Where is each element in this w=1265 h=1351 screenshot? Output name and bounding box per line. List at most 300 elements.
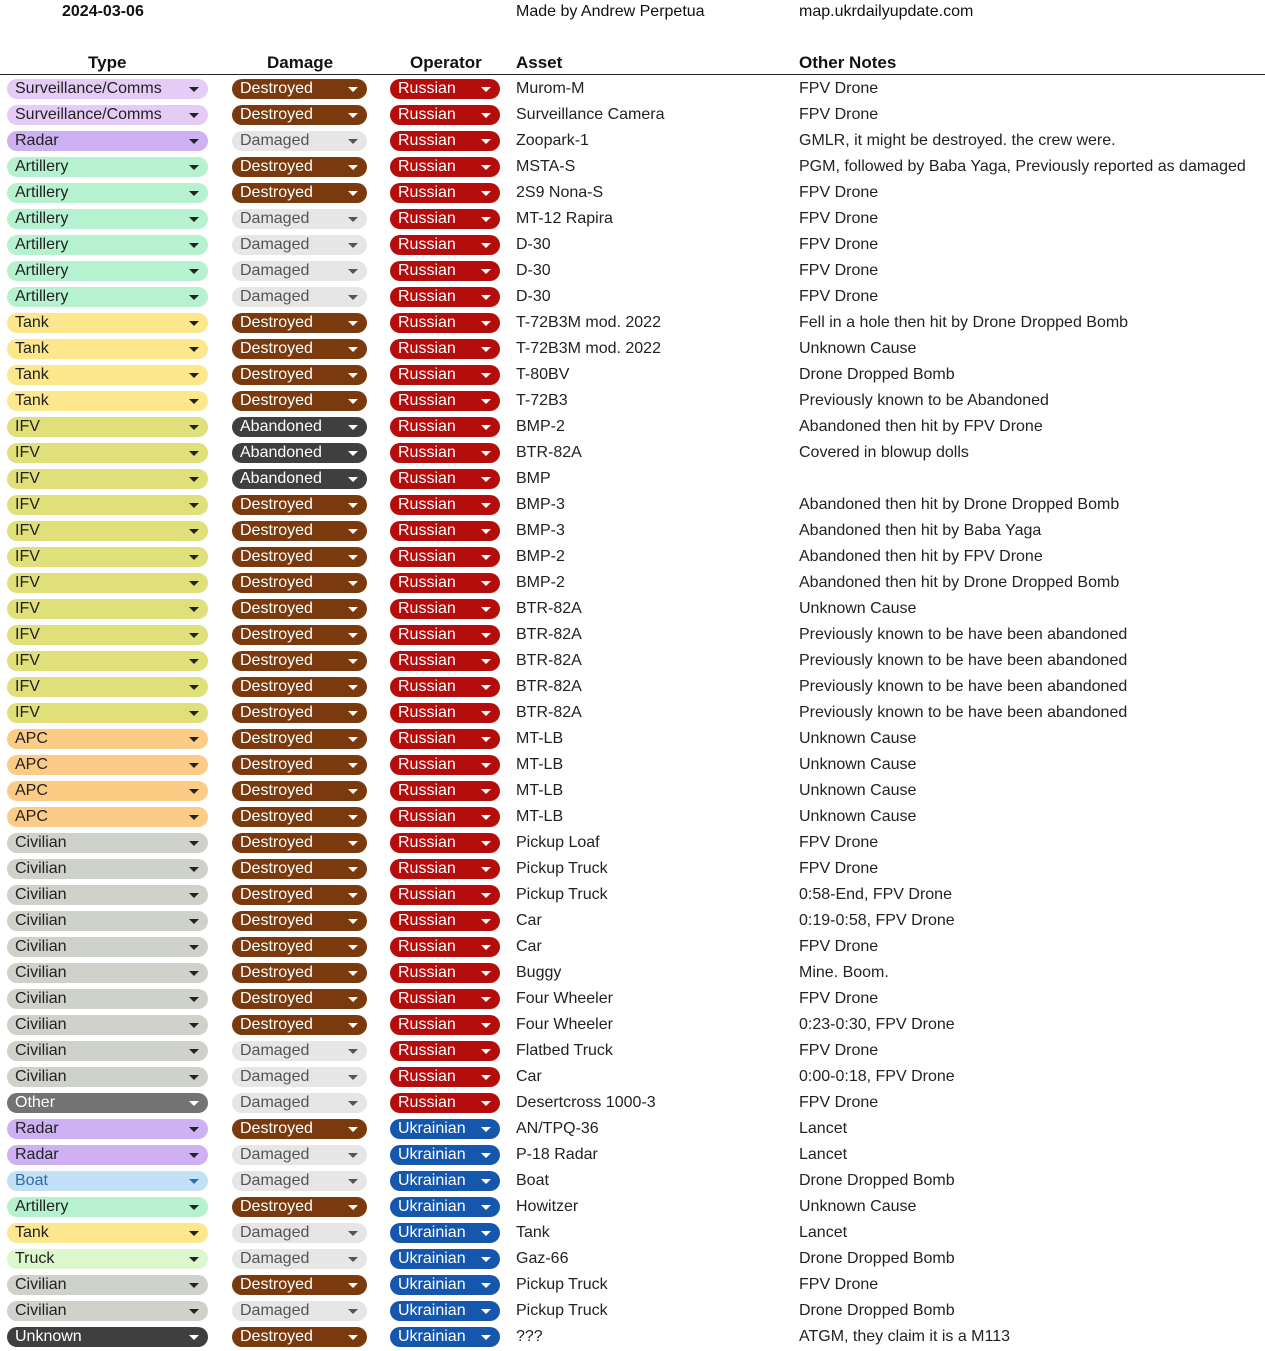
column-header-operator: Operator: [410, 53, 482, 72]
type-dropdown-label: Civilian: [15, 1016, 67, 1033]
damage-dropdown[interactable]: [232, 79, 367, 99]
type-dropdown[interactable]: [7, 443, 208, 463]
operator-dropdown[interactable]: [390, 573, 500, 593]
dropdown-arrow-icon: [348, 139, 358, 144]
dropdown-arrow-icon: [481, 789, 491, 794]
type-dropdown[interactable]: [7, 79, 208, 99]
type-dropdown[interactable]: [7, 1145, 208, 1165]
dropdown-arrow-icon: [481, 1075, 491, 1080]
operator-dropdown[interactable]: [390, 105, 500, 125]
type-dropdown[interactable]: [7, 677, 208, 697]
dropdown-arrow-icon: [481, 243, 491, 248]
operator-dropdown[interactable]: [390, 1301, 500, 1321]
type-dropdown[interactable]: [7, 365, 208, 385]
damage-dropdown[interactable]: [232, 807, 367, 827]
notes-cell: FPV Drone: [799, 990, 879, 1007]
damage-dropdown[interactable]: [232, 599, 367, 619]
type-dropdown-label: IFV: [15, 470, 40, 487]
damage-dropdown[interactable]: [232, 261, 367, 281]
operator-dropdown[interactable]: [390, 1171, 500, 1191]
dropdown-arrow-icon: [348, 1257, 358, 1262]
operator-dropdown[interactable]: [390, 1223, 500, 1243]
dropdown-arrow-icon: [348, 373, 358, 378]
type-dropdown[interactable]: [7, 1249, 208, 1269]
type-dropdown-label: Civilian: [15, 1068, 67, 1085]
operator-dropdown[interactable]: [390, 469, 500, 489]
notes-cell: Fell in a hole then hit by Drone Dropped Bomb: [799, 314, 1129, 331]
type-dropdown[interactable]: [7, 651, 208, 671]
dropdown-arrow-icon: [189, 1023, 199, 1028]
damage-dropdown[interactable]: [232, 781, 367, 801]
asset-cell: MT-LB: [516, 756, 564, 773]
type-dropdown[interactable]: [7, 755, 208, 775]
damage-dropdown[interactable]: [232, 1301, 367, 1321]
dropdown-arrow-icon: [348, 1231, 358, 1236]
operator-dropdown[interactable]: [390, 339, 500, 359]
damage-dropdown[interactable]: [232, 573, 367, 593]
type-dropdown[interactable]: [7, 937, 208, 957]
damage-dropdown[interactable]: [232, 1223, 367, 1243]
operator-dropdown[interactable]: [390, 417, 500, 437]
dropdown-arrow-icon: [481, 893, 491, 898]
damage-dropdown-label: Destroyed: [240, 1198, 313, 1215]
asset-cell: BMP-3: [516, 522, 565, 539]
asset-cell: Boat: [516, 1172, 549, 1189]
damage-dropdown[interactable]: [232, 1249, 367, 1269]
dropdown-arrow-icon: [189, 581, 199, 586]
damage-dropdown[interactable]: [232, 417, 367, 437]
dropdown-arrow-icon: [481, 555, 491, 560]
damage-dropdown[interactable]: [232, 1067, 367, 1087]
type-dropdown-label: IFV: [15, 600, 40, 617]
damage-dropdown[interactable]: [232, 677, 367, 697]
column-header-notes: Other Notes: [799, 53, 897, 72]
type-dropdown-label: Civilian: [15, 860, 67, 877]
operator-dropdown[interactable]: [390, 157, 500, 177]
type-dropdown-label: Tank: [15, 314, 49, 331]
damage-dropdown[interactable]: [232, 651, 367, 671]
damage-dropdown[interactable]: [232, 703, 367, 723]
dropdown-arrow-icon: [481, 1101, 491, 1106]
table-row: [0, 726, 1265, 752]
operator-dropdown[interactable]: [390, 443, 500, 463]
operator-dropdown-label: Russian: [398, 262, 456, 279]
type-dropdown[interactable]: [7, 547, 208, 567]
asset-cell: MT-12 Rapira: [516, 210, 613, 227]
damage-dropdown-label: Destroyed: [240, 652, 313, 669]
operator-dropdown-label: Russian: [398, 704, 456, 721]
damage-dropdown[interactable]: [232, 1327, 367, 1347]
asset-cell: Howitzer: [516, 1198, 579, 1215]
type-dropdown[interactable]: [7, 495, 208, 515]
damage-dropdown[interactable]: [232, 183, 367, 203]
asset-cell: BTR-82A: [516, 444, 582, 461]
type-dropdown[interactable]: [7, 911, 208, 931]
damage-dropdown[interactable]: [232, 1275, 367, 1295]
type-dropdown-label: IFV: [15, 652, 40, 669]
asset-cell: BMP-2: [516, 548, 565, 565]
operator-dropdown-label: Ukrainian: [398, 1146, 466, 1163]
damage-dropdown[interactable]: [232, 521, 367, 541]
type-dropdown[interactable]: [7, 339, 208, 359]
notes-cell: Unknown Cause: [799, 756, 917, 773]
dropdown-arrow-icon: [189, 1153, 199, 1158]
table-row: [0, 752, 1265, 778]
type-dropdown-label: Civilian: [15, 834, 67, 851]
operator-dropdown[interactable]: [390, 1093, 500, 1113]
type-dropdown[interactable]: [7, 599, 208, 619]
dropdown-arrow-icon: [481, 113, 491, 118]
operator-dropdown[interactable]: [390, 287, 500, 307]
damage-dropdown-label: Damaged: [240, 1094, 310, 1111]
dropdown-arrow-icon: [348, 711, 358, 716]
type-dropdown[interactable]: [7, 1119, 208, 1139]
damage-dropdown[interactable]: [232, 547, 367, 567]
operator-dropdown[interactable]: [390, 833, 500, 853]
dropdown-arrow-icon: [189, 165, 199, 170]
notes-cell: Abandoned then hit by FPV Drone: [799, 418, 1043, 435]
operator-dropdown[interactable]: [390, 911, 500, 931]
table-row: [0, 570, 1265, 596]
dropdown-arrow-icon: [481, 165, 491, 170]
damage-dropdown-label: Destroyed: [240, 366, 313, 383]
type-dropdown[interactable]: [7, 287, 208, 307]
notes-cell: FPV Drone: [799, 80, 879, 97]
table-row: [0, 1064, 1265, 1090]
dropdown-arrow-icon: [189, 1075, 199, 1080]
table-row: [0, 154, 1265, 180]
type-dropdown[interactable]: [7, 157, 208, 177]
operator-dropdown-label: Ukrainian: [398, 1198, 466, 1215]
type-dropdown[interactable]: [7, 833, 208, 853]
notes-cell: FPV Drone: [799, 236, 879, 253]
type-dropdown[interactable]: [7, 1015, 208, 1035]
dropdown-arrow-icon: [189, 451, 199, 456]
dropdown-arrow-icon: [481, 1335, 491, 1340]
dropdown-arrow-icon: [189, 737, 199, 742]
damage-dropdown-label: Destroyed: [240, 808, 313, 825]
type-dropdown[interactable]: [7, 469, 208, 489]
notes-cell: Lancet: [799, 1146, 848, 1163]
dropdown-arrow-icon: [348, 347, 358, 352]
operator-dropdown-label: Russian: [398, 496, 456, 513]
operator-dropdown[interactable]: [390, 1067, 500, 1087]
table-row: [0, 76, 1265, 102]
damage-dropdown[interactable]: [232, 1041, 367, 1061]
type-dropdown[interactable]: [7, 963, 208, 983]
operator-dropdown[interactable]: [390, 391, 500, 411]
dropdown-arrow-icon: [481, 87, 491, 92]
dropdown-arrow-icon: [481, 841, 491, 846]
operator-dropdown-label: Russian: [398, 106, 456, 123]
operator-dropdown[interactable]: [390, 1119, 500, 1139]
damage-dropdown[interactable]: [232, 1171, 367, 1191]
operator-dropdown[interactable]: [390, 235, 500, 255]
type-dropdown[interactable]: [7, 729, 208, 749]
dropdown-arrow-icon: [189, 1231, 199, 1236]
type-dropdown[interactable]: [7, 703, 208, 723]
type-dropdown-label: Civilian: [15, 1276, 67, 1293]
dropdown-arrow-icon: [189, 1049, 199, 1054]
damage-dropdown-label: Destroyed: [240, 964, 313, 981]
dropdown-arrow-icon: [481, 191, 491, 196]
damage-dropdown[interactable]: [232, 989, 367, 1009]
damage-dropdown[interactable]: [232, 1145, 367, 1165]
table-row: [0, 934, 1265, 960]
damage-dropdown[interactable]: [232, 1197, 367, 1217]
damage-dropdown[interactable]: [232, 1119, 367, 1139]
dropdown-arrow-icon: [481, 971, 491, 976]
dropdown-arrow-icon: [189, 893, 199, 898]
type-dropdown[interactable]: [7, 573, 208, 593]
damage-dropdown-label: Destroyed: [240, 834, 313, 851]
type-dropdown-label: IFV: [15, 444, 40, 461]
operator-dropdown-label: Russian: [398, 626, 456, 643]
damage-dropdown[interactable]: [232, 287, 367, 307]
damage-dropdown[interactable]: [232, 105, 367, 125]
operator-dropdown-label: Russian: [398, 782, 456, 799]
type-dropdown[interactable]: [7, 1171, 208, 1191]
notes-cell: FPV Drone: [799, 834, 879, 851]
header-divider: [0, 74, 1265, 75]
type-dropdown[interactable]: [7, 261, 208, 281]
operator-dropdown[interactable]: [390, 859, 500, 879]
damage-dropdown[interactable]: [232, 1015, 367, 1035]
type-dropdown[interactable]: [7, 1197, 208, 1217]
dropdown-arrow-icon: [348, 399, 358, 404]
operator-dropdown-label: Russian: [398, 600, 456, 617]
type-dropdown[interactable]: [7, 989, 208, 1009]
table-row: [0, 908, 1265, 934]
type-dropdown[interactable]: [7, 521, 208, 541]
operator-dropdown-label: Russian: [398, 756, 456, 773]
operator-dropdown[interactable]: [390, 807, 500, 827]
damage-dropdown[interactable]: [232, 443, 367, 463]
operator-dropdown[interactable]: [390, 755, 500, 775]
table-row: [0, 414, 1265, 440]
notes-cell: FPV Drone: [799, 860, 879, 877]
type-dropdown[interactable]: [7, 1093, 208, 1113]
notes-cell: Unknown Cause: [799, 808, 917, 825]
damage-dropdown-label: Destroyed: [240, 678, 313, 695]
damage-dropdown[interactable]: [232, 885, 367, 905]
type-dropdown-label: Surveillance/Comms: [15, 106, 162, 123]
type-dropdown[interactable]: [7, 1223, 208, 1243]
operator-dropdown[interactable]: [390, 1249, 500, 1269]
dropdown-arrow-icon: [189, 217, 199, 222]
notes-cell: Abandoned then hit by FPV Drone: [799, 548, 1043, 565]
asset-cell: BTR-82A: [516, 678, 582, 695]
type-dropdown[interactable]: [7, 625, 208, 645]
table-row: [0, 518, 1265, 544]
asset-cell: MT-LB: [516, 782, 564, 799]
damage-dropdown[interactable]: [232, 209, 367, 229]
notes-cell: Lancet: [799, 1224, 848, 1241]
damage-dropdown[interactable]: [232, 833, 367, 853]
dropdown-arrow-icon: [348, 633, 358, 638]
operator-dropdown[interactable]: [390, 703, 500, 723]
damage-dropdown[interactable]: [232, 365, 367, 385]
operator-dropdown-label: Ukrainian: [398, 1302, 466, 1319]
asset-cell: Car: [516, 938, 542, 955]
damage-dropdown[interactable]: [232, 157, 367, 177]
operator-dropdown[interactable]: [390, 1275, 500, 1295]
dropdown-arrow-icon: [481, 659, 491, 664]
type-dropdown[interactable]: [7, 105, 208, 125]
type-dropdown[interactable]: [7, 131, 208, 151]
asset-cell: BMP-2: [516, 574, 565, 591]
operator-dropdown[interactable]: [390, 625, 500, 645]
table-row: [0, 674, 1265, 700]
damage-dropdown[interactable]: [232, 339, 367, 359]
operator-dropdown[interactable]: [390, 131, 500, 151]
damage-dropdown[interactable]: [232, 625, 367, 645]
operator-dropdown[interactable]: [390, 677, 500, 697]
operator-dropdown[interactable]: [390, 937, 500, 957]
dropdown-arrow-icon: [348, 1101, 358, 1106]
operator-dropdown[interactable]: [390, 1145, 500, 1165]
type-dropdown-label: Artillery: [15, 288, 69, 305]
dropdown-arrow-icon: [189, 919, 199, 924]
operator-dropdown[interactable]: [390, 313, 500, 333]
damage-dropdown[interactable]: [232, 755, 367, 775]
damage-dropdown[interactable]: [232, 469, 367, 489]
operator-dropdown[interactable]: [390, 261, 500, 281]
report-date: 2024-03-06: [62, 3, 144, 20]
dropdown-arrow-icon: [189, 1257, 199, 1262]
damage-dropdown[interactable]: [232, 235, 367, 255]
operator-dropdown[interactable]: [390, 963, 500, 983]
operator-dropdown[interactable]: [390, 1041, 500, 1061]
type-dropdown[interactable]: [7, 183, 208, 203]
operator-dropdown-label: Russian: [398, 366, 456, 383]
damage-dropdown[interactable]: [232, 937, 367, 957]
dropdown-arrow-icon: [348, 1049, 358, 1054]
type-dropdown[interactable]: [7, 781, 208, 801]
operator-dropdown[interactable]: [390, 365, 500, 385]
operator-dropdown[interactable]: [390, 651, 500, 671]
asset-cell: T-72B3: [516, 392, 568, 409]
type-dropdown[interactable]: [7, 1301, 208, 1321]
type-dropdown[interactable]: [7, 391, 208, 411]
damage-dropdown[interactable]: [232, 131, 367, 151]
operator-dropdown[interactable]: [390, 781, 500, 801]
damage-dropdown[interactable]: [232, 1093, 367, 1113]
table-row: [0, 960, 1265, 986]
dropdown-arrow-icon: [189, 555, 199, 560]
asset-cell: MT-LB: [516, 808, 564, 825]
column-header-asset: Asset: [516, 53, 563, 72]
asset-cell: Car: [516, 912, 542, 929]
operator-dropdown-label: Russian: [398, 886, 456, 903]
table-row: [0, 700, 1265, 726]
damage-dropdown[interactable]: [232, 391, 367, 411]
type-dropdown[interactable]: [7, 313, 208, 333]
notes-cell: FPV Drone: [799, 106, 879, 123]
dropdown-arrow-icon: [348, 971, 358, 976]
dropdown-arrow-icon: [348, 1153, 358, 1158]
type-dropdown[interactable]: [7, 859, 208, 879]
operator-dropdown[interactable]: [390, 1327, 500, 1347]
notes-cell: FPV Drone: [799, 1276, 879, 1293]
operator-dropdown[interactable]: [390, 495, 500, 515]
operator-dropdown-label: Russian: [398, 730, 456, 747]
dropdown-arrow-icon: [481, 529, 491, 534]
damage-dropdown-label: Damaged: [240, 1172, 310, 1189]
dropdown-arrow-icon: [348, 815, 358, 820]
operator-dropdown[interactable]: [390, 599, 500, 619]
damage-dropdown[interactable]: [232, 495, 367, 515]
damage-dropdown-label: Abandoned: [240, 418, 322, 435]
table-row: [0, 1324, 1265, 1350]
type-dropdown[interactable]: [7, 1067, 208, 1087]
type-dropdown-label: Tank: [15, 340, 49, 357]
operator-dropdown[interactable]: [390, 521, 500, 541]
damage-dropdown-label: Destroyed: [240, 392, 313, 409]
dropdown-arrow-icon: [481, 451, 491, 456]
type-dropdown-label: IFV: [15, 496, 40, 513]
operator-dropdown[interactable]: [390, 1197, 500, 1217]
operator-dropdown[interactable]: [390, 183, 500, 203]
type-dropdown[interactable]: [7, 235, 208, 255]
type-dropdown-label: APC: [15, 730, 48, 747]
type-dropdown[interactable]: [7, 417, 208, 437]
notes-cell: 0:00-0:18, FPV Drone: [799, 1068, 955, 1085]
damage-dropdown[interactable]: [232, 859, 367, 879]
operator-dropdown[interactable]: [390, 885, 500, 905]
dropdown-arrow-icon: [348, 269, 358, 274]
dropdown-arrow-icon: [189, 529, 199, 534]
type-dropdown-label: Artillery: [15, 1198, 69, 1215]
type-dropdown[interactable]: [7, 885, 208, 905]
operator-dropdown[interactable]: [390, 1015, 500, 1035]
dropdown-arrow-icon: [481, 1153, 491, 1158]
type-dropdown[interactable]: [7, 1275, 208, 1295]
type-dropdown[interactable]: [7, 1041, 208, 1061]
type-dropdown[interactable]: [7, 807, 208, 827]
operator-dropdown-label: Ukrainian: [398, 1120, 466, 1137]
damage-dropdown[interactable]: [232, 911, 367, 931]
notes-cell: Mine. Boom.: [799, 964, 889, 981]
type-dropdown[interactable]: [7, 1327, 208, 1347]
dropdown-arrow-icon: [481, 503, 491, 508]
damage-dropdown[interactable]: [232, 313, 367, 333]
asset-cell: Surveillance Camera: [516, 106, 665, 123]
operator-dropdown[interactable]: [390, 729, 500, 749]
asset-cell: ???: [516, 1328, 543, 1345]
asset-cell: BMP-2: [516, 418, 565, 435]
damage-dropdown-label: Abandoned: [240, 470, 322, 487]
dropdown-arrow-icon: [189, 113, 199, 118]
damage-dropdown[interactable]: [232, 729, 367, 749]
asset-cell: BMP: [516, 470, 551, 487]
notes-cell: Lancet: [799, 1120, 848, 1137]
notes-cell: 0:58-End, FPV Drone: [799, 886, 952, 903]
damage-dropdown-label: Destroyed: [240, 1328, 313, 1345]
damage-dropdown-label: Destroyed: [240, 886, 313, 903]
type-dropdown-label: Artillery: [15, 158, 69, 175]
operator-dropdown[interactable]: [390, 79, 500, 99]
type-dropdown[interactable]: [7, 209, 208, 229]
damage-dropdown[interactable]: [232, 963, 367, 983]
operator-dropdown[interactable]: [390, 547, 500, 567]
asset-cell: D-30: [516, 288, 551, 305]
operator-dropdown[interactable]: [390, 209, 500, 229]
dropdown-arrow-icon: [189, 399, 199, 404]
operator-dropdown[interactable]: [390, 989, 500, 1009]
damage-dropdown-label: Abandoned: [240, 444, 322, 461]
operator-dropdown-label: Russian: [398, 548, 456, 565]
